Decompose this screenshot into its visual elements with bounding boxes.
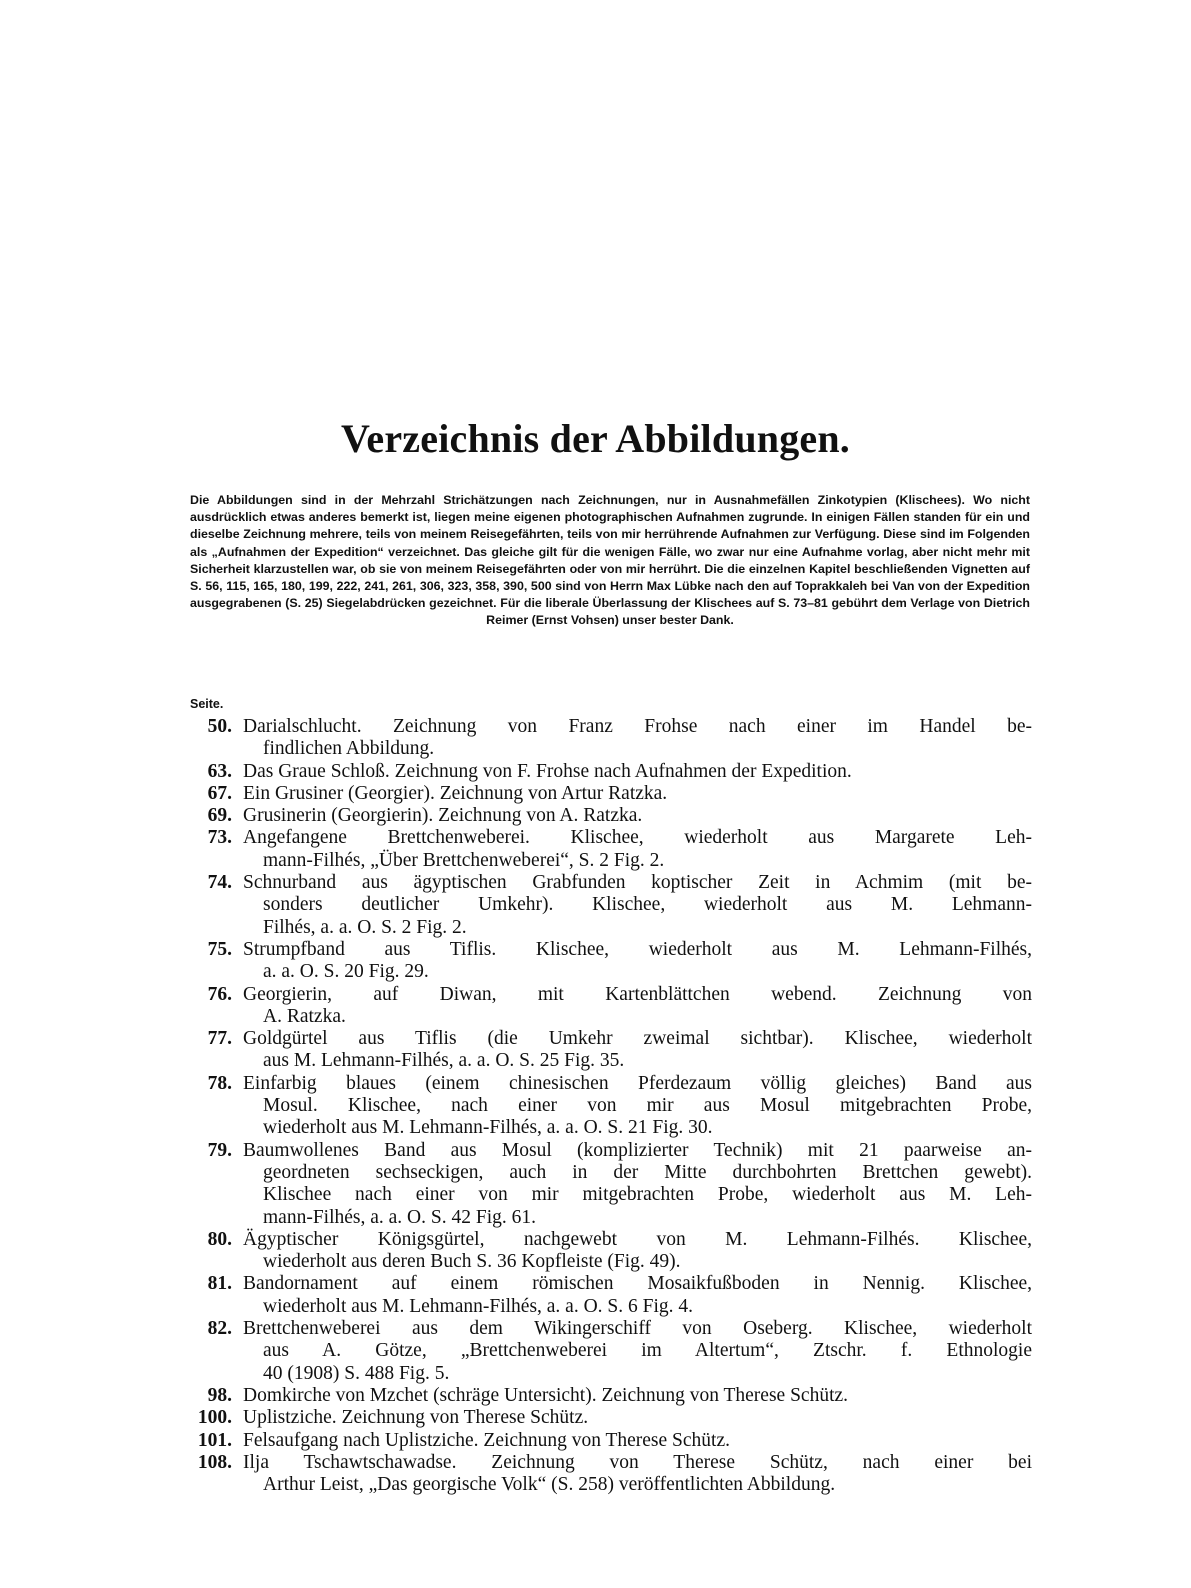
list-item bbox=[190, 984, 1032, 1029]
page-number: 100. bbox=[197, 1407, 232, 1429]
page-number: 69. bbox=[207, 805, 232, 827]
caption-line: 40 (1908) S. 488 Fig. 5. bbox=[263, 1362, 450, 1384]
list-item bbox=[190, 1229, 1032, 1274]
list-item bbox=[190, 1318, 1032, 1385]
caption-line: wiederholt aus deren Buch S. 36 Kopfleiste (Fig. 49). bbox=[263, 1251, 681, 1273]
caption-line: Ägyptischer Königsgürtel, nachgewebt von M. Lehmann-Filhés. Klischee, bbox=[243, 1228, 1032, 1250]
list-item bbox=[190, 872, 1032, 939]
page-number: 108. bbox=[197, 1451, 232, 1473]
page-number: 74. bbox=[207, 872, 232, 894]
caption-line: aus M. Lehmann-Filhés, a. a. O. S. 25 Fig. 35. bbox=[263, 1050, 625, 1072]
caption-line: mann-Filhés, a. a. O. S. 42 Fig. 61. bbox=[263, 1206, 536, 1228]
page-number: 101. bbox=[197, 1429, 232, 1451]
caption-line: Brettchenweberei aus dem Wikingerschiff von Oseberg. Klischee, wiederholt bbox=[243, 1318, 1032, 1340]
caption-line: Klischee nach einer von mir mitgebrachten Probe, wiederholt aus M. Leh- bbox=[263, 1184, 1032, 1206]
page-number: 80. bbox=[207, 1228, 232, 1250]
caption-line: Darialschlucht. Zeichnung von Franz Frohse nach einer im Handel be- bbox=[243, 716, 1032, 737]
caption-line: Einfarbig blaues (einem chinesischen Pferdezaum völlig gleiches) Band aus bbox=[243, 1072, 1032, 1094]
list-item bbox=[190, 827, 1032, 872]
caption-line: aus A. Götze, „Brettchenweberei im Altertum“, Ztschr. f. Ethnologie bbox=[263, 1340, 1032, 1362]
caption-line: geordneten sechseckigen, auch in der Mitte durchbohrten Brettchen gewebt). bbox=[263, 1161, 1032, 1183]
list-item bbox=[190, 761, 1032, 783]
list-item bbox=[190, 1073, 1032, 1140]
caption-line: mann-Filhés, „Über Brettchenweberei“, S. 2 Fig. 2. bbox=[263, 849, 665, 871]
caption-line: sonders deutlicher Umkehr). Klischee, wiederholt aus M. Lehmann- bbox=[263, 894, 1032, 916]
caption-line: Strumpfband aus Tiflis. Klischee, wiederholt aus M. Lehmann-Filhés, bbox=[243, 938, 1032, 960]
list-item bbox=[190, 1028, 1032, 1073]
list-item bbox=[190, 1407, 1032, 1429]
page-title: Verzeichnis der Abbildungen. bbox=[340, 416, 851, 461]
caption-line: Uplistziche. Zeichnung von Therese Schütz. bbox=[243, 1407, 589, 1429]
page-number: 78. bbox=[207, 1072, 232, 1094]
caption-line: Baumwollenes Band aus Mosul (komplizierter Technik) mit 21 paarweise an- bbox=[243, 1139, 1032, 1161]
list-item bbox=[190, 805, 1032, 827]
list-item bbox=[190, 939, 1032, 984]
intro-paragraph: Die Abbildungen sind in der Mehrzahl Strichätzungen nach Zeichnungen, nur in Ausnahmefällen Zinkotypien (Klischees). Wo nicht ausdrücklich etwas anderes bemerkt ist, liegen meine eigenen photographischen Aufnahmen zugrunde. In einigen Fällen standen für ein und dieselbe Zeichnung mehrere, teils von meinem Reisegefährten, teils von mir herrührende Aufnahmen zur Verfügung. Diese sind im Folgenden als „Aufnahmen der Expedition“ verzeichnet. Das gleiche gilt für die wenigen Fälle, wo zwar nur eine Aufnahme vorlag, aber nicht mehr mit Sicherheit klarzustellen war, ob sie von meinem Reisegefährten oder von mir herrührt. Die die einzelnen Kapitel beschließenden Vignetten auf S. 56, 115, 165, 180, 199, 222, 241, 261, 306, 323, 358, 390, 500 sind von Herrn Max Lübke nach den auf Toprakkaleh bei Van von der Expedition ausgegrabenen (S. 25) Siegelabdrücken gezeichnet. Für die liberale Überlassung der Klischees auf S. 73–81 gebührt dem Verlage von Dietrich Reimer (Ernst Vohsen) unser bester Dank. bbox=[190, 493, 1030, 628]
caption-line: Grusinerin (Georgierin). Zeichnung von A. Ratzka. bbox=[243, 805, 643, 827]
caption-line: Ilja Tschawtschawadse. Zeichnung von Therese Schütz, nach einer bei bbox=[243, 1451, 1032, 1473]
page-number: 81. bbox=[207, 1273, 232, 1295]
page-column-label: Seite. bbox=[190, 697, 224, 711]
caption-line: Das Graue Schloß. Zeichnung von F. Frohse nach Aufnahmen der Expedition. bbox=[243, 760, 852, 782]
page-number: 82. bbox=[207, 1318, 232, 1340]
caption-line: Goldgürtel aus Tiflis (die Umkehr zweimal sichtbar). Klischee, wiederholt bbox=[243, 1028, 1032, 1050]
caption-line: a. a. O. S. 20 Fig. 29. bbox=[263, 961, 429, 983]
caption-line: A. Ratzka. bbox=[263, 1005, 346, 1027]
page-number: 75. bbox=[207, 938, 232, 960]
list-item bbox=[190, 716, 1032, 761]
caption-line: wiederholt aus M. Lehmann-Filhés, a. a. O. S. 6 Fig. 4. bbox=[263, 1295, 694, 1317]
page-number: 79. bbox=[207, 1139, 232, 1161]
page-number: 50. bbox=[207, 716, 232, 737]
list-item bbox=[190, 1430, 1032, 1452]
caption-line: Ein Grusiner (Georgier). Zeichnung von Artur Ratzka. bbox=[243, 782, 668, 804]
list-item bbox=[190, 783, 1032, 805]
caption-line: Filhés, a. a. O. S. 2 Fig. 2. bbox=[263, 916, 467, 938]
caption-line: findlichen Abbildung. bbox=[263, 738, 435, 760]
page-number: 63. bbox=[207, 760, 232, 782]
caption-line: Domkirche von Mzchet (schräge Untersicht). Zeichnung von Therese Schütz. bbox=[243, 1384, 849, 1406]
caption-line: Arthur Leist, „Das georgische Volk“ (S. 258) veröffentlichten Abbildung. bbox=[263, 1474, 836, 1496]
list-item bbox=[190, 1273, 1032, 1318]
list-item bbox=[190, 1140, 1032, 1229]
page-number: 98. bbox=[207, 1384, 232, 1406]
page-number: 77. bbox=[207, 1028, 232, 1050]
caption-line: Angefangene Brettchenweberei. Klischee, wiederholt aus Margarete Leh- bbox=[243, 827, 1032, 849]
caption-line: Felsaufgang nach Uplistziche. Zeichnung von Therese Schütz. bbox=[243, 1429, 730, 1451]
figure-list bbox=[190, 716, 1032, 1496]
page-number: 67. bbox=[207, 782, 232, 804]
caption-line: wiederholt aus M. Lehmann-Filhés, a. a. O. S. 21 Fig. 30. bbox=[263, 1117, 713, 1139]
caption-line: Mosul. Klischee, nach einer von mir aus Mosul mitgebrachten Probe, bbox=[263, 1095, 1032, 1117]
list-item bbox=[190, 1452, 1032, 1497]
caption-line: Georgierin, auf Diwan, mit Kartenblättchen webend. Zeichnung von bbox=[243, 983, 1032, 1005]
caption-line: Schnurband aus ägyptischen Grabfunden koptischer Zeit in Achmim (mit be- bbox=[243, 872, 1032, 894]
page-number: 73. bbox=[207, 827, 232, 849]
list-item bbox=[190, 1385, 1032, 1407]
page-number: 76. bbox=[207, 983, 232, 1005]
caption-line: Bandornament auf einem römischen Mosaikfußboden in Nennig. Klischee, bbox=[243, 1273, 1032, 1295]
